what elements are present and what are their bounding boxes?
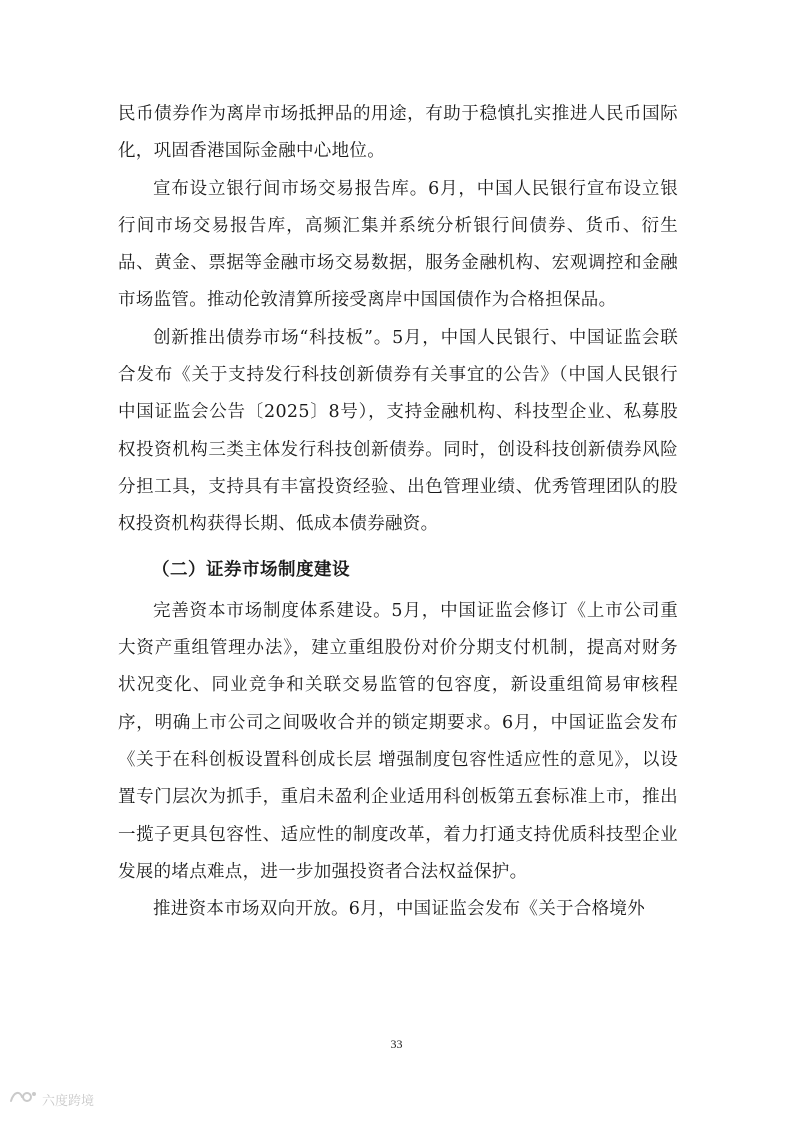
page-number: 33 (390, 1037, 403, 1051)
paragraph-two-way-opening: 推进资本市场双向开放。6月，中国证监会发布《关于合格境外 (153, 899, 646, 920)
watermark (8, 1089, 94, 1109)
paragraph-capital-market-system: 完善资本市场制度体系建设。5月，中国证监会修订《上市公司重大资产重组管理办法》，建立重组股份对价分期支付机制，提高对财务状况变化、同业竞争和关联交易监管的包容度，新设重组简易审核程序，明确上市公司之间吸收合并的锁定期要求。6月，中国证监会发布《关于在科创板设置科创成长层 增强制度包容性适应性的意见》，以设置专门层次为抓手，重启未盈利企业适用科创板第五套标准上市，推出一揽子更具包容性、适应性的制度改革，着力打通支持优质科技型企业发展的堵点难点，进一步加强投资者合法权益保护。 (118, 600, 678, 882)
logo-icon (8, 1089, 38, 1109)
document-body (118, 96, 678, 929)
paragraph-continuation: 民币债券作为离岸市场抵押品的用途，有助于稳慎扎实推进人民币国际化，巩固香港国际金融中心地位。 (118, 104, 678, 162)
section-heading: （二）证券市场制度建设 (152, 559, 350, 580)
watermark-text: 六度跨境 (42, 1093, 95, 1109)
paragraph-tech-board: 创新推出债券市场“科技板”。5月，中国人民银行、中国证监会联合发布《关于支持发行科技创新债券有关事宜的公告》（中国人民银行 中国证监会公告〔2025〕8号），支持金融机构、科技型企业、私募股权投资机构三类主体发行科技创新债券。同时，创设科技创新债券风险分担工具，支持具有丰富投资经验、出色管理业绩、优秀管理团队的股权投资机构获得长期、低成本债券融资。 (118, 327, 678, 535)
paragraph-trade-repository: 宣布设立银行间市场交易报告库。6月，中国人民银行宣布设立银行间市场交易报告库，高频汇集并系统分析银行间债券、货币、衍生品、黄金、票据等金融市场交易数据，服务金融机构、宏观调控和金融市场监管。推动伦敦清算所接受离岸中国国债作为合格担保品。 (118, 178, 678, 311)
